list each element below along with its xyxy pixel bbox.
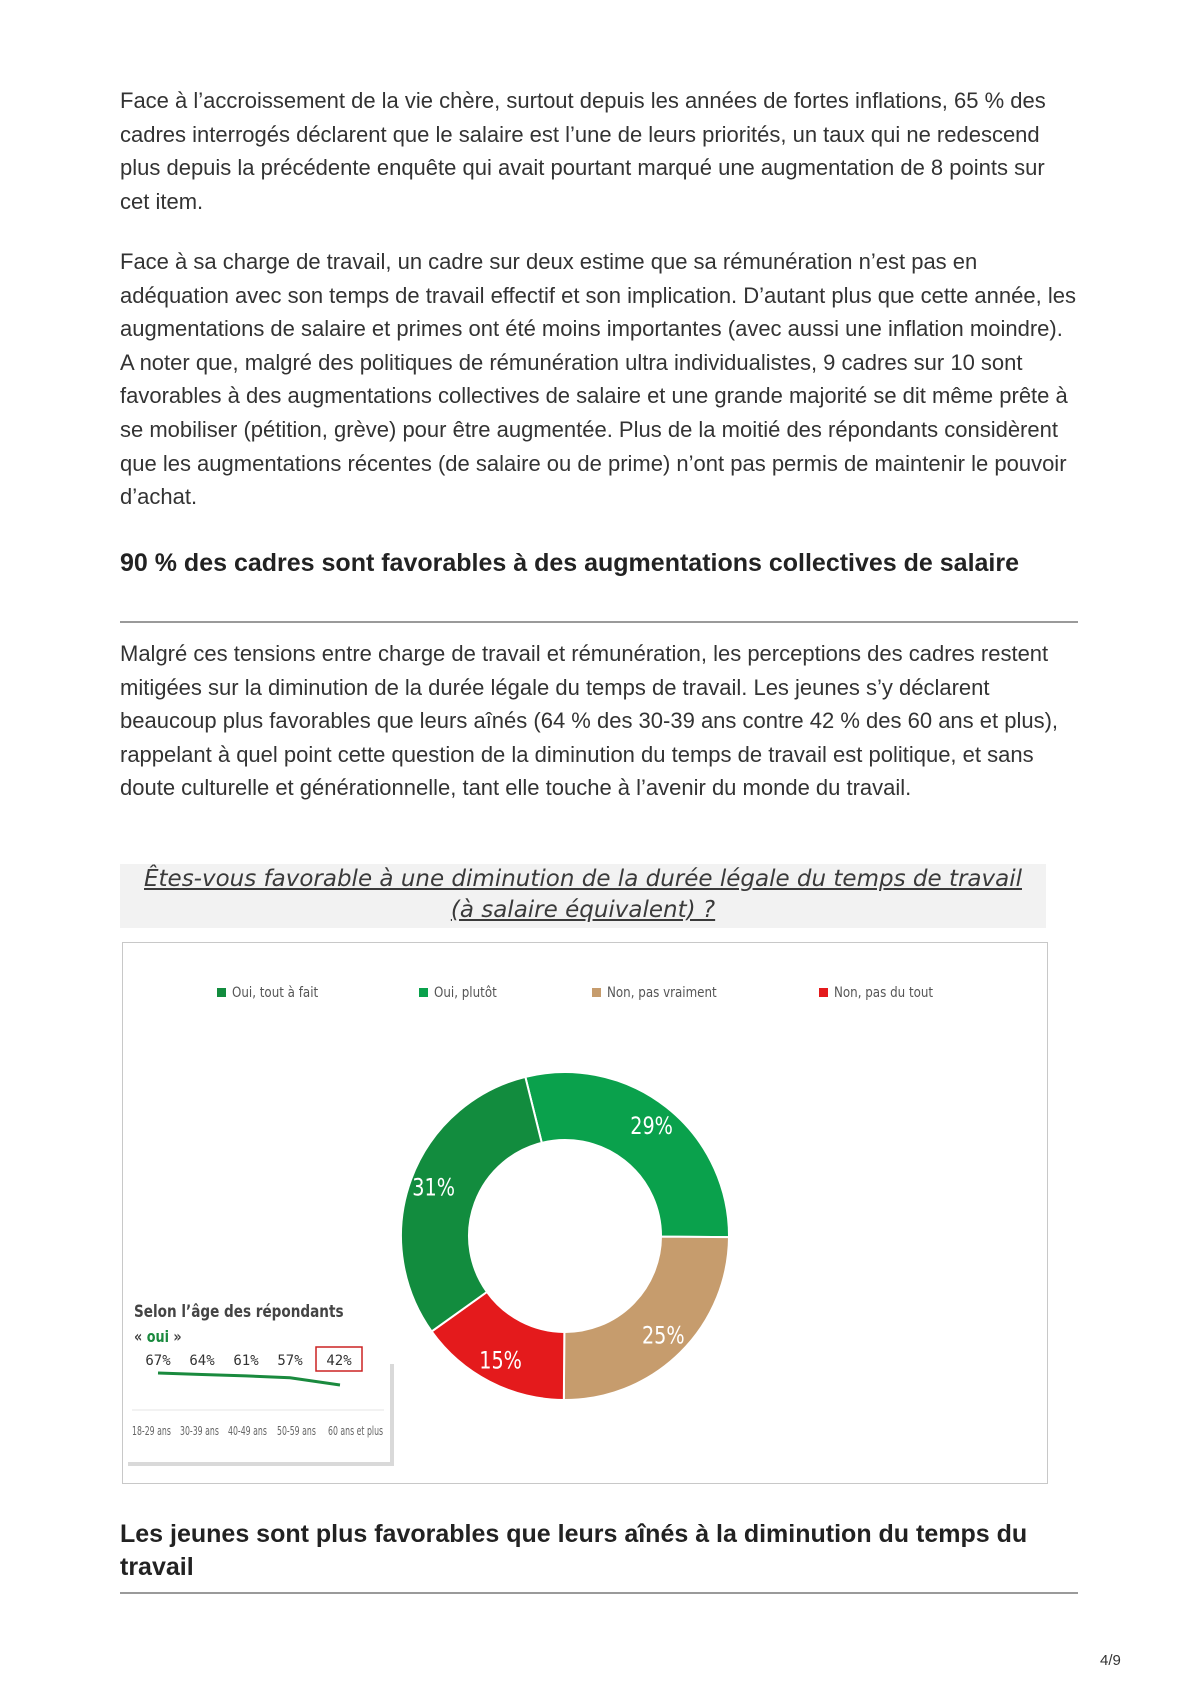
inset-value-label: 67%	[145, 1353, 171, 1369]
heading-divider	[120, 1592, 1078, 1594]
donut-slice-label: 25%	[641, 1322, 685, 1351]
heading-divider	[120, 621, 1078, 623]
legend-label: Non, pas vraiment	[607, 985, 717, 1002]
donut-slice-label: 29%	[630, 1112, 673, 1141]
section-heading-augmentations: 90 % des cadres sont favorables à des augmentations collectives de salaire	[120, 549, 1020, 577]
inset-subtitle-oui: oui	[146, 1328, 169, 1347]
legend-swatch	[217, 988, 226, 997]
donut-slice-label: 15%	[479, 1347, 522, 1375]
inset-value-label: 57%	[277, 1353, 303, 1369]
inset-subtitle-prefix: «	[134, 1328, 147, 1347]
figure-title-line2: (à salaire équivalent) ?	[450, 897, 716, 923]
inset-subtitle-suffix: »	[168, 1328, 182, 1347]
legend-label: Oui, tout à fait	[232, 985, 319, 1002]
inset-category-label: 40-49 ans	[228, 1425, 267, 1439]
legend-swatch	[592, 988, 601, 997]
legend-label: Non, pas du tout	[834, 985, 934, 1002]
donut-slice-label: 31%	[412, 1174, 455, 1203]
legend-swatch	[819, 988, 828, 997]
inset-subtitle	[134, 1329, 182, 1347]
inset-category-label: 50-59 ans	[277, 1425, 316, 1439]
figure-title-line1: Êtes-vous favorable à une diminution de la durée légale du temps de travail	[144, 866, 1022, 892]
figure-title	[120, 864, 1046, 926]
donut-chart	[122, 942, 1048, 1484]
inset-category-label: 30-39 ans	[180, 1425, 219, 1439]
legend-swatch	[419, 988, 428, 997]
inset-value-label: 42%	[326, 1353, 352, 1369]
paragraph-vie-chere: Face à l’accroissement de la vie chère, surtout depuis les années de fortes inflations, 65 % des cadres interrogés déclarent que le salaire est l’une de leurs priorités, un taux qui ne redescend plus depuis la précédente enquête qui avait pourtant marqué une augmentation de 8 points sur cet item.	[120, 88, 1046, 214]
inset-value-label: 61%	[233, 1353, 259, 1369]
inset-title: Selon l’âge des répondants	[134, 1301, 344, 1322]
inset-value-label: 64%	[189, 1353, 215, 1369]
paragraph-charge-travail: Face à sa charge de travail, un cadre sur deux estime que sa rémunération n’est pas en adéquation avec son temps de travail effectif et son implication. D’autant plus que cette année, les augmentations de salaire et primes ont été moins importantes (avec aussi une inflation moindre). A noter que, malgré des politiques de rémunération ultra individualistes, 9 cadres sur 10 sont favorables à des augmentations collectives de salaire et une grande majorité se dit même prête à se mobiliser (pétition, grève) pour être augmentée. Plus de la moitié des répondants considèrent que les augmentations récentes (de salaire ou de prime) n’ont pas permis de maintenir le pouvoir d’achat.	[120, 249, 1076, 510]
section-heading-jeunes: Les jeunes sont plus favorables que leurs aînés à la diminution du temps du travail	[120, 1520, 1028, 1581]
page-number: 4/9	[1100, 1652, 1121, 1669]
inset-category-label: 18-29 ans	[132, 1425, 171, 1439]
legend-label: Oui, plutôt	[434, 985, 497, 1002]
inset-category-label: 60 ans et plus	[328, 1425, 384, 1439]
paragraph-diminution-temps: Malgré ces tensions entre charge de travail et rémunération, les perceptions des cadres restent mitigées sur la diminution de la durée légale du temps de travail. Les jeunes s’y déclarent beaucoup plus favorables que leurs aînés (64 % des 30-39 ans contre 42 % des 60 ans et plus), rappelant à quel point cette question de la diminution du temps de travail est politique, et sans doute culturelle et générationnelle, tant elle touche à l’avenir du monde du travail.	[120, 641, 1059, 801]
